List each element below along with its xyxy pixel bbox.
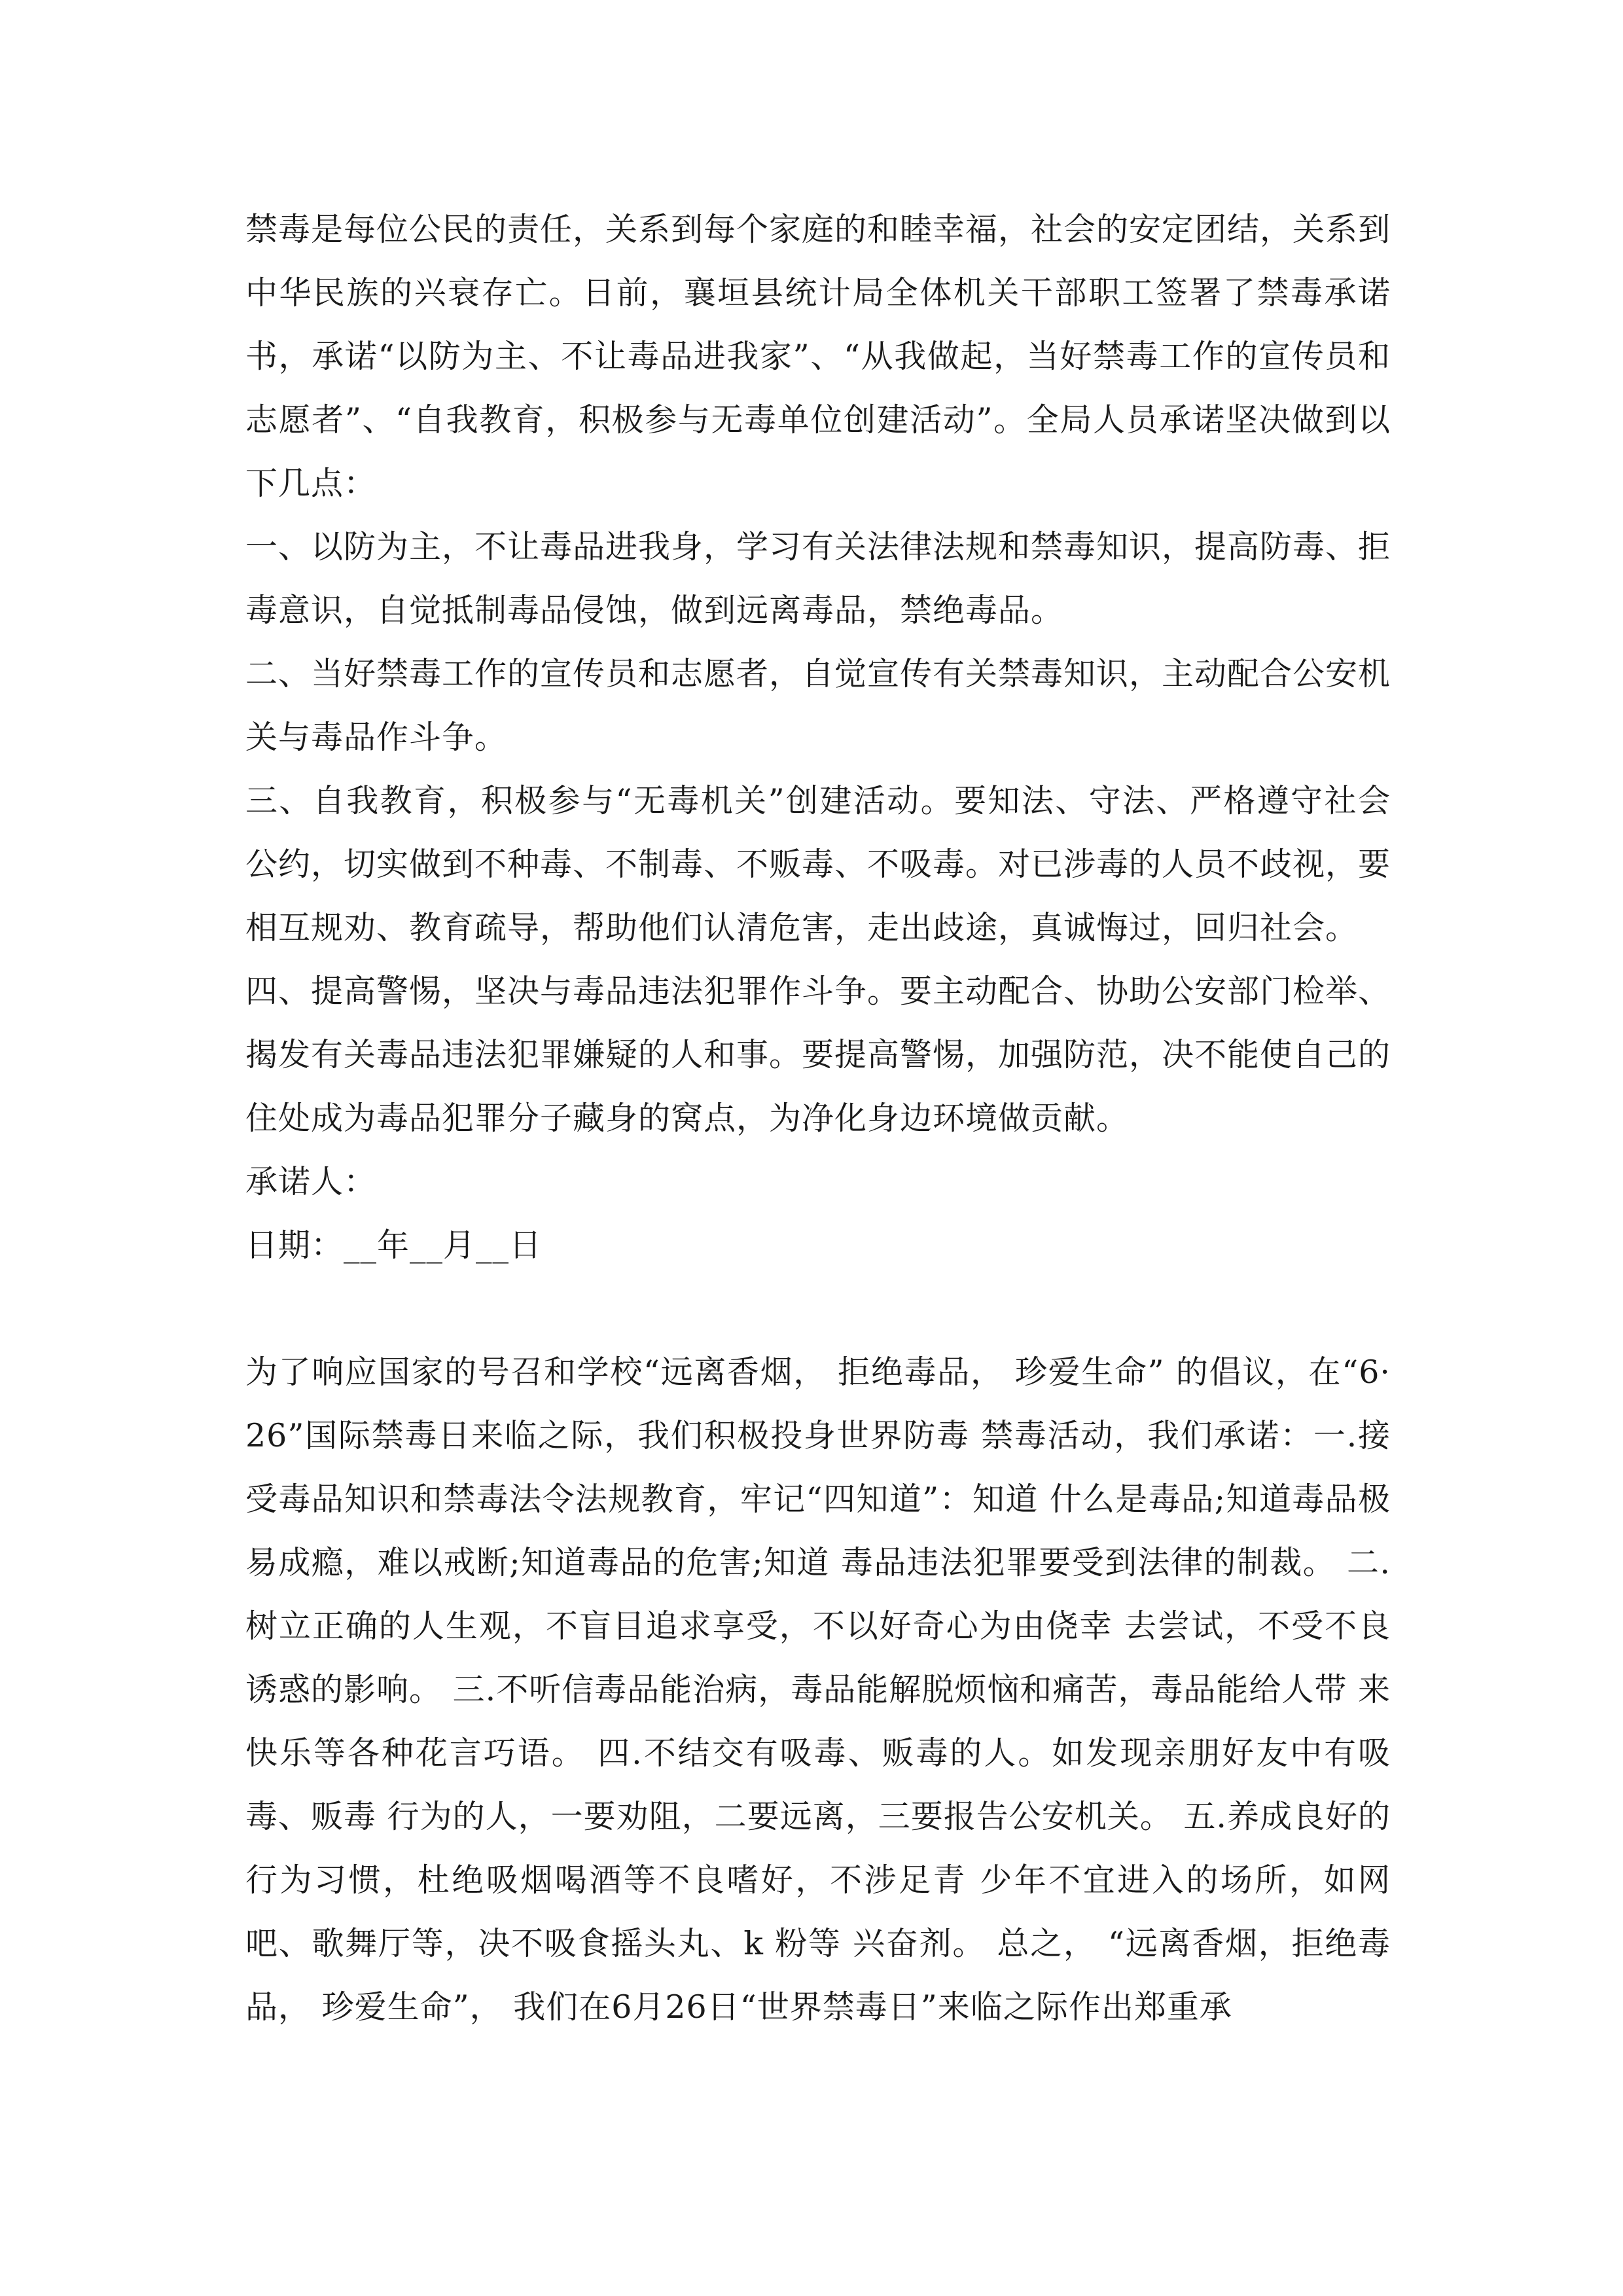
- section-spacer: [245, 1277, 1391, 1340]
- pledge-item-4: 四、提高警惕，坚决与毒品违法犯罪作斗争。要主动配合、协助公安部门检举、揭发有关毒品违法犯罪嫌疑的人和事。要提高警惕，加强防范，决不能使自己的住处成为毒品犯罪分子藏身的窝点，为净化身边环境做贡献。: [245, 973, 1391, 1137]
- pledge-section-1: [245, 198, 1391, 1277]
- pledge-item-3: 三、自我教育，积极参与“无毒机关”创建活动。要知法、守法、严格遵守社会公约，切实做到不种毒、不制毒、不贩毒、不吸毒。对已涉毒的人员不歧视，要相互规劝、教育疏导，帮助他们认清危害，走出歧途，真诚悔过，回归社会。: [245, 782, 1391, 946]
- intro-paragraph: 禁毒是每位公民的责任，关系到每个家庭的和睦幸福，社会的安定团结，关系到中华民族的兴衰存亡。日前，襄垣县统计局全体机关干部职工签署了禁毒承诺书，承诺“以防为主、不让毒品进我家”、“从我做起，当好禁毒工作的宣传员和志愿者”、“自我教育，积极参与无毒单位创建活动”。全局人员承诺坚决做到以下几点：: [245, 211, 1391, 502]
- pledge-item-2: 二、当好禁毒工作的宣传员和志愿者，自觉宣传有关禁毒知识，主动配合公安机关与毒品作斗争。: [245, 655, 1391, 756]
- date-line: 日期：__年__月__日: [245, 1227, 543, 1264]
- signer-line: 承诺人：: [245, 1163, 377, 1200]
- pledge-item-1: 一、以防为主，不让毒品进我身，学习有关法律法规和禁毒知识，提高防毒、拒毒意识，自觉抵制毒品侵蚀，做到远离毒品，禁绝毒品。: [245, 528, 1391, 629]
- pledge-section-2: [245, 1340, 1391, 2039]
- student-pledge-paragraph: 为了响应国家的号召和学校“远离香烟， 拒绝毒品， 珍爱生命” 的倡议，在“6·26”国际禁毒日来临之际，我们积极投身世界防毒 禁毒活动，我们承诺：一.接受毒品知识和禁毒法令法规教育，牢记“四知道”：知道 什么是毒品;知道毒品极易成瘾，难以戒断;知道毒品的危害;知道 毒品违法犯罪要受到法律的制裁。 二.树立正确的人生观，不盲目追求享受，不以好奇心为由侥幸 去尝试，不受不良诱惑的影响。 三.不听信毒品能治病，毒品能解脱烦恼和痛苦，毒品能给人带 来快乐等各种花言巧语。 四.不结交有吸毒、贩毒的人。如发现亲朋好友中有吸毒、贩毒 行为的人，一要劝阻，二要远离，三要报告公安机关。 五.养成良好的行为习惯，杜绝吸烟喝酒等不良嗜好，不涉足青 少年不宜进入的场所，如网吧、歌舞厅等，决不吸食摇头丸、k 粉等 兴奋剂。 总之， “远离香烟，拒绝毒品， 珍爱生命”， 我们在6月26日“世界禁毒日”来临之际作出郑重承: [245, 1354, 1391, 2026]
- document-body: [245, 198, 1391, 2039]
